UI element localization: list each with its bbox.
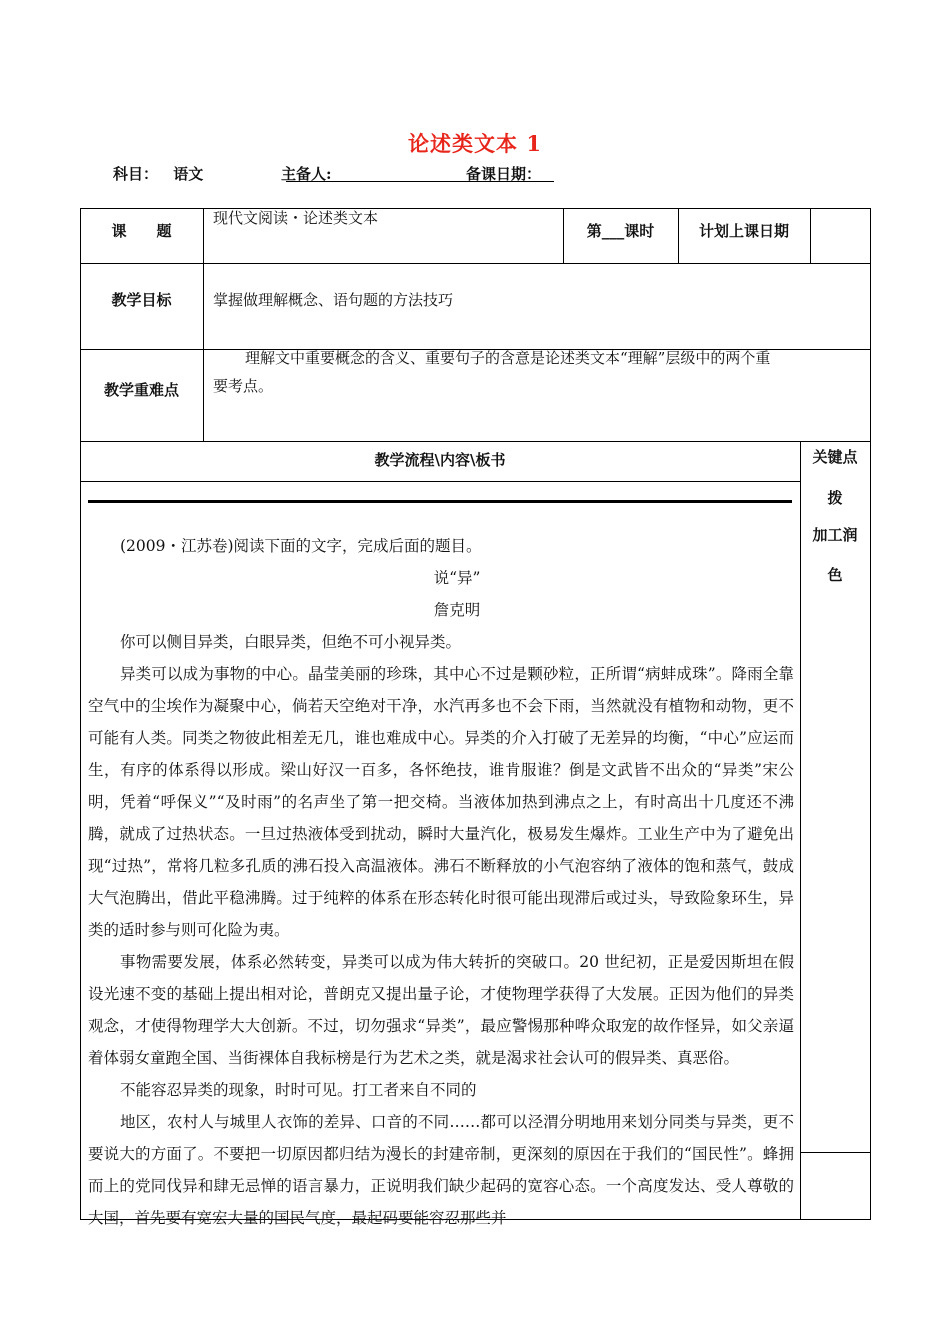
subject-field <box>113 163 203 184</box>
key-value-line1: 理解文中重要概念的含义、重要句子的含意是论述类文本“理解”层级中的两个重 <box>245 349 771 367</box>
goal-value: 掌握做理解概念、语句题的方法技巧 <box>213 291 454 309</box>
table-border-left <box>80 208 81 1220</box>
side-header-3: 加工润 <box>812 526 858 544</box>
paragraph-2: 异类可以成为事物的中心。晶莹美丽的珍珠，其中心不过是颗砂粒，正所谓“病蚌成珠”。降雨全靠空气中的尘埃作为凝聚中心，倘若天空绝对干净，水汽再多也不会下雨，当然就没有植物和动物，更不可能有人类。同类之物彼此相差无几，谁也难成中心。异类的介入打破了无差异的均衡，“中心”应运而生，有序的体系得以形成。梁山好汉一百多，各怀绝技，谁肯服谁？倒是文武皆不出众的“异类”宋公明，凭着“呼保义”“及时雨”的名声坐了第一把交椅。当液体加热到沸点之上，有时高出十几度还不沸腾，就成了过热状态。一旦过热液体受到扰动，瞬时大量汽化，极易发生爆炸。工业生产中为了避免出现“过热”，常将几粒多孔质的沸石投入高温液体。沸石不断释放的小气泡容纳了液体的饱和蒸气，鼓成大气泡腾出，借此平稳沸腾。过于纯粹的体系在形态转化时很可能出现滞后或过头，导致险象环生，异类的适时参与则可化险为夷。 <box>88 665 794 939</box>
plan-date-label: 计划上课日期 <box>698 222 789 240</box>
paragraph-3: 事物需要发展，体系必然转变，异类可以成为伟大转折的突破口。20 世纪初，正是爱因斯坦在假设光速不变的基础上提出相对论，普朗克又提出量子论，才使物理学获得了大发展。正因为他们的异类观念，才使得物理学大大创新。不过，切勿强求“异类”，最应警惕那种哗众取宠的故作怪异，如父亲逼着体弱女童跑全国、当街裸体自我标榜是行为艺术之类，就是渴求社会认可的假异类、真恶俗。 <box>88 953 794 1067</box>
table-border-right <box>870 208 871 1220</box>
table-rule-3 <box>80 441 871 442</box>
table-col-4 <box>810 208 811 264</box>
table-rule-4 <box>80 481 800 482</box>
key-label: 教学重难点 <box>103 381 179 399</box>
subject-label: 科目： <box>113 165 159 183</box>
essay-title: 说“异” <box>433 569 481 587</box>
key-value-line2: 要考点。 <box>213 377 274 395</box>
paragraph-1: 你可以侧目异类，白眼异类，但绝不可小视异类。 <box>120 633 462 651</box>
side-header-4: 色 <box>827 566 843 584</box>
topic-value: 现代文阅读・论述类文本 <box>213 209 379 227</box>
document-title: 论述类文本 1 <box>408 131 542 156</box>
side-rule <box>800 1152 871 1153</box>
date-field <box>466 163 541 184</box>
paragraph-4: 不能容忍异类的现象，时时可见。打工者来自不同的 <box>120 1081 477 1099</box>
table-border-top <box>80 208 871 209</box>
date-label: 备课日期： <box>466 165 542 183</box>
period-label: 第___课时 <box>586 222 655 240</box>
flow-header: 教学流程\内容\板书 <box>374 451 506 469</box>
essay-body <box>88 530 794 1234</box>
table-rule-1 <box>80 263 871 264</box>
side-header-2: 拨 <box>827 489 843 507</box>
intro-line: (2009・江苏卷)阅读下面的文字，完成后面的题目。 <box>120 537 482 555</box>
preparer-label: 主备人: <box>281 165 332 183</box>
table-col-1 <box>203 208 204 442</box>
subject-value: 语文 <box>173 165 204 183</box>
paragraph-5: 地区，农村人与城里人衣饰的差异、口音的不同……都可以泾渭分明地用来划分同类与异类，更不要说大的方面了。不要把一切原因都归结为漫长的封建帝制，更深刻的原因在于我们的“国民性”。蜂拥而上的党同伐异和肆无忌惮的语言暴力，正说明我们缺少起码的宽容心态。一个高度发达、受人尊敬的大国，首先要有宽宏大量的国民气度，最起码要能容忍那些并 <box>88 1113 794 1227</box>
side-header-1: 关键点 <box>812 448 858 466</box>
side-column-divider <box>800 441 801 1220</box>
goal-label: 教学目标 <box>111 291 172 309</box>
essay-author: 詹克明 <box>433 601 481 619</box>
thick-rule <box>88 500 792 503</box>
topic-label: 课 题 <box>111 222 172 240</box>
